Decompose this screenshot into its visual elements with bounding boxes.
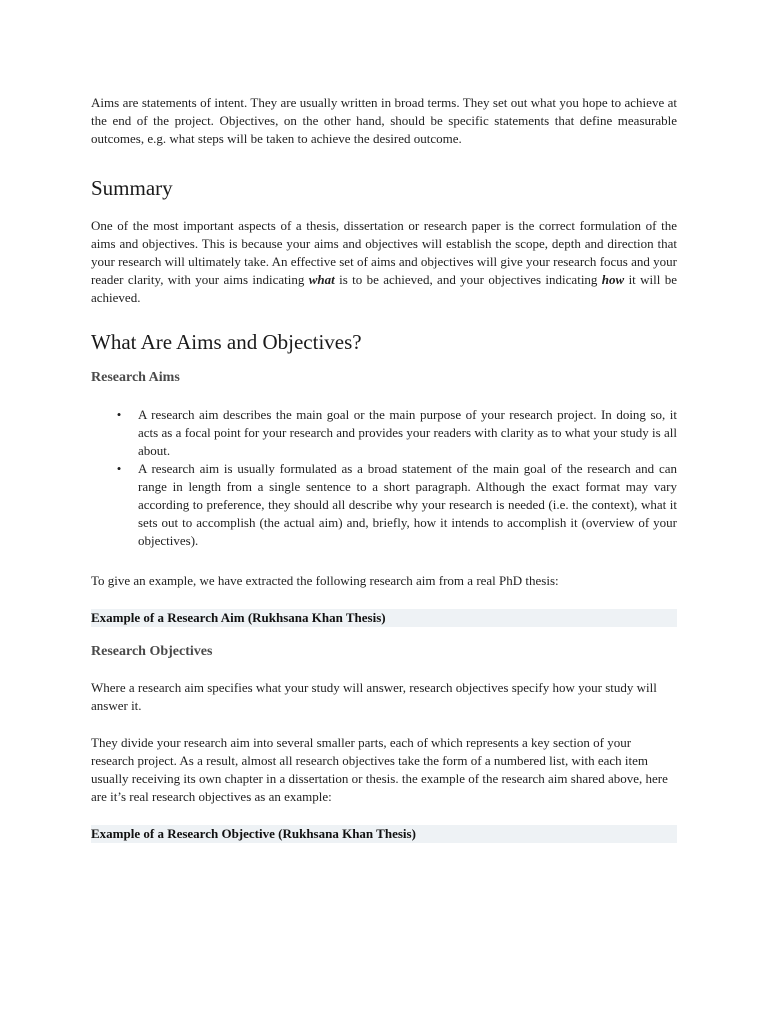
objectives-paragraph-1: Where a research aim specifies what your study will answer, research objectives specify how your study will answer it. (91, 680, 657, 713)
summary-text-3: it will be achieved. (91, 272, 678, 305)
list-item (91, 460, 677, 550)
summary-paragraph (91, 217, 677, 307)
list-item (91, 406, 677, 460)
research-objectives-heading: Research Objectives (91, 644, 213, 659)
example-aim-title: Example of a Research Aim (Rukhsana Khan Thesis) (91, 609, 677, 627)
summary-heading: Summary (91, 176, 173, 200)
document-page (91, 94, 677, 843)
summary-text-2: is to be achieved, and your objectives indicating (334, 272, 602, 287)
list-item-text: A research aim describes the main goal or the main purpose of your research project. In doing so, it acts as a focal point for your research and provides your readers with clarity as to what your study is all about. (138, 407, 677, 458)
objectives-paragraph-2: They divide your research aim into several smaller parts, each of which represents a key section of your research project. As a result, almost all research objectives take the form of a numbered list, with each item usually receiving its own chapter in a dissertation or thesis. the example of the research aim shared above, here are it’s real research objectives as an example: (91, 735, 668, 804)
bullet-icon: • (116, 407, 122, 422)
research-aims-heading: Research Aims (91, 370, 180, 385)
example-objective-title: Example of a Research Objective (Rukhsana Khan Thesis) (91, 825, 677, 843)
intro-paragraph: Aims are statements of intent. They are usually written in broad terms. They set out what you hope to achieve at the end of the project. Objectives, on the other hand, should be specific statements that define measurable outcomes, e.g. what steps will be taken to achieve the desired outcome. (91, 95, 677, 146)
summary-emphasis-what: what (308, 272, 335, 287)
example-lead-in: To give an example, we have extracted the following research aim from a real PhD thesis: (91, 573, 559, 588)
research-aims-list (91, 406, 677, 550)
bullet-icon: • (116, 461, 122, 476)
list-item-text: A research aim is usually formulated as a broad statement of the main goal of the research and can range in length from a single sentence to a short paragraph. Although the exact format may vary according to preference, they should all describe why your research is needed (i.e. the context), what it sets out to accomplish (the actual aim) and, briefly, how it intends to accomplish it (overview of your objectives). (138, 461, 677, 548)
aims-objectives-heading: What Are Aims and Objectives? (91, 330, 362, 354)
summary-emphasis-how: how (601, 272, 625, 287)
summary-text-1: One of the most important aspects of a thesis, dissertation or research paper is the correct formulation of the aims and objectives. This is because your aims and objectives will establish the scope, depth and direction that your research will ultimately take. An effective set of aims and objectives will give your research focus and your reader clarity, with your aims indicating (91, 218, 677, 287)
